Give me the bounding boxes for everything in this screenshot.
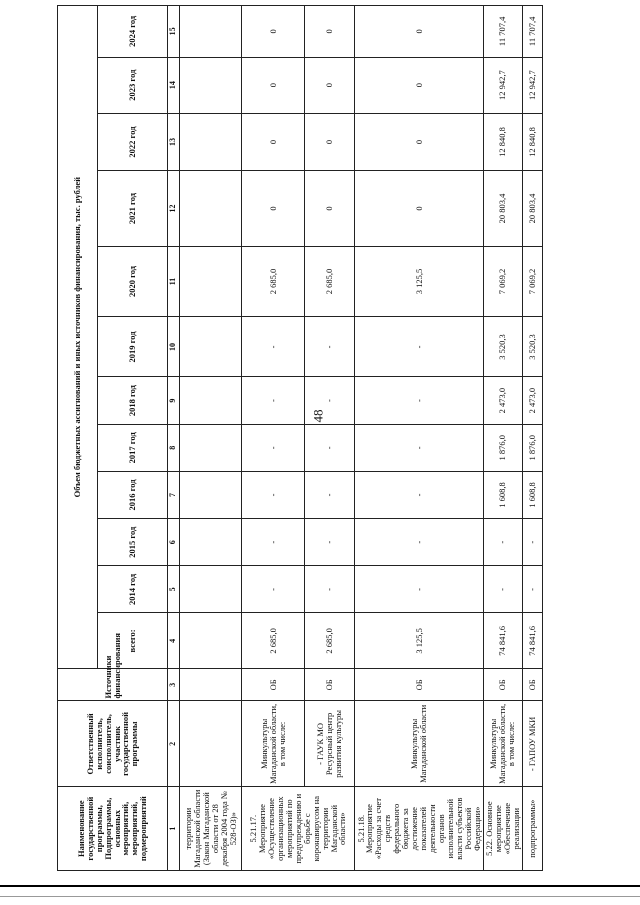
- col-number: 10: [168, 317, 180, 377]
- cell-value: -: [304, 424, 354, 471]
- table-row: [304, 6, 354, 871]
- page-number: 48: [310, 409, 326, 423]
- cell-value: [180, 57, 242, 113]
- cell-value: [180, 471, 242, 518]
- cell-value: -: [483, 519, 522, 566]
- col-number: 11: [168, 246, 180, 317]
- header-year: 2015 год: [98, 519, 168, 566]
- cell-value: 12 840,8: [522, 113, 542, 171]
- cell-value: 0: [355, 171, 484, 246]
- col-number: 12: [168, 171, 180, 246]
- table-row: [355, 6, 484, 871]
- col-number: 1: [168, 787, 180, 871]
- header-responsible: Ответственный исполнитель, соисполнитель, участник государственной программы: [58, 701, 168, 787]
- cell-value: 2 685,0: [304, 246, 354, 317]
- cell-value: [180, 113, 242, 171]
- col-number: 3: [168, 669, 180, 701]
- cell-value: 0: [355, 113, 484, 171]
- cell-value: 7 069,2: [522, 246, 542, 317]
- cell-value: 0: [304, 6, 354, 58]
- header-year: 2019 год: [98, 317, 168, 377]
- cell-value: [180, 6, 242, 58]
- col-number: 4: [168, 613, 180, 669]
- cell-value: 2 473,0: [483, 377, 522, 424]
- cell-value: -: [522, 519, 542, 566]
- cell-value: 0: [355, 57, 484, 113]
- header-source: Источники финансирования: [58, 669, 168, 701]
- row-source: ОБ: [522, 669, 542, 701]
- cell-value: 1 876,0: [483, 424, 522, 471]
- header-year: 2016 год: [98, 471, 168, 518]
- cell-value: [180, 377, 242, 424]
- cell-value: 11 707,4: [522, 6, 542, 58]
- cell-value: 0: [304, 113, 354, 171]
- cell-value: -: [242, 471, 304, 518]
- cell-value: 3 125,5: [355, 246, 484, 317]
- cell-value: 0: [242, 171, 304, 246]
- row-responsible: [180, 701, 242, 787]
- cell-value: -: [355, 471, 484, 518]
- row-name: 5.22. Основное мероприятие «Обеспечение реализации: [483, 787, 522, 871]
- cell-value: 11 707,4: [483, 6, 522, 58]
- row-total: 74 841,6: [483, 613, 522, 669]
- cell-value: 0: [304, 57, 354, 113]
- rotated-table: [57, 5, 543, 871]
- header-year: 2022 год: [98, 113, 168, 171]
- header-name: Наименование государственной программы, Подпрограммы, основных мероприятий, мероприятий, подмероприятий: [58, 787, 168, 871]
- cell-value: 1 876,0: [522, 424, 542, 471]
- cell-value: -: [242, 317, 304, 377]
- bottom-divider-thin: [0, 896, 640, 897]
- cell-value: 12 942,7: [522, 57, 542, 113]
- row-responsible: Минкультуры Магаданской области, в том числе:: [242, 701, 304, 787]
- row-source: ОБ: [242, 669, 304, 701]
- col-number: 14: [168, 57, 180, 113]
- row-total: 74 841,6: [522, 613, 542, 669]
- financing-table-container: [57, 5, 543, 871]
- header-year: 2014 год: [98, 566, 168, 613]
- table-row: [483, 6, 522, 871]
- cell-value: 0: [242, 6, 304, 58]
- row-responsible: Минкультуры Магаданской области: [355, 701, 484, 787]
- bottom-divider: [0, 885, 640, 887]
- cell-value: 20 803,4: [483, 171, 522, 246]
- cell-value: -: [242, 424, 304, 471]
- cell-value: 0: [242, 57, 304, 113]
- cell-value: 3 520,3: [483, 317, 522, 377]
- header-year: 2023 год: [98, 57, 168, 113]
- cell-value: 0: [355, 6, 484, 58]
- row-source: ОБ: [355, 669, 484, 701]
- cell-value: 20 803,4: [522, 171, 542, 246]
- cell-value: -: [242, 377, 304, 424]
- cell-value: -: [355, 566, 484, 613]
- cell-value: 2 473,0: [522, 377, 542, 424]
- cell-value: 1 608,8: [483, 471, 522, 518]
- financing-table: [57, 5, 543, 871]
- row-name: 5.21.18. Мероприятие «Расходы за счет средств федерального бюджета за достижение показателей деятельности органов исполнительной власти субъектов Российской Федерации»: [355, 787, 484, 871]
- cell-value: -: [355, 377, 484, 424]
- cell-value: -: [242, 566, 304, 613]
- header-year: 2018 год: [98, 377, 168, 424]
- col-number: 9: [168, 377, 180, 424]
- row-name: подпрограммы»: [522, 787, 542, 871]
- cell-value: [180, 171, 242, 246]
- cell-value: [180, 246, 242, 317]
- row-total: 3 125,5: [355, 613, 484, 669]
- cell-value: 0: [304, 171, 354, 246]
- table-row: [180, 6, 242, 871]
- col-number: 15: [168, 6, 180, 58]
- cell-value: [180, 566, 242, 613]
- cell-value: 3 520,3: [522, 317, 542, 377]
- header-year: 2020 год: [98, 246, 168, 317]
- cell-value: -: [355, 317, 484, 377]
- cell-value: -: [242, 519, 304, 566]
- cell-value: -: [304, 317, 354, 377]
- cell-value: -: [522, 566, 542, 613]
- cell-value: -: [304, 519, 354, 566]
- row-source: ОБ: [483, 669, 522, 701]
- row-name: 5.21.17. Мероприятие «Осуществление организационных мероприятий по предупреждению и борьбе с коронавирусом на территории Магаданской области»: [242, 787, 355, 871]
- header-year: 2024 год: [98, 6, 168, 58]
- row-name: территории Магаданской области (Закон Магаданской области от 28 декабря 2004 года № 528-ОЗ)»: [180, 787, 242, 871]
- cell-value: -: [355, 424, 484, 471]
- header-year: 2017 год: [98, 424, 168, 471]
- cell-value: -: [304, 377, 354, 424]
- cell-value: -: [304, 566, 354, 613]
- cell-value: 12 942,7: [483, 57, 522, 113]
- col-number: 7: [168, 471, 180, 518]
- col-number: 5: [168, 566, 180, 613]
- row-total: [180, 613, 242, 669]
- col-number: 2: [168, 701, 180, 787]
- cell-value: 2 685,0: [242, 246, 304, 317]
- cell-value: 7 069,2: [483, 246, 522, 317]
- table-row: [522, 6, 542, 871]
- cell-value: 12 840,8: [483, 113, 522, 171]
- row-total: 2 685,0: [304, 613, 354, 669]
- table-row: [242, 6, 304, 871]
- cell-value: [180, 424, 242, 471]
- row-source: ОБ: [304, 669, 354, 701]
- cell-value: -: [304, 471, 354, 518]
- row-responsible: Минкультуры Магаданской области, в том числе:: [483, 701, 522, 787]
- col-number: 13: [168, 113, 180, 171]
- row-responsible: - ГАУК МО Ресурсный центр развития культуры: [304, 701, 354, 787]
- header-funding: Объем бюджетных ассигнований и иных источников финансирования, тыс. рублей: [58, 6, 98, 669]
- row-source: [180, 669, 242, 701]
- cell-value: 1 608,8: [522, 471, 542, 518]
- header-total: всего:: [98, 613, 168, 669]
- row-total: 2 685,0: [242, 613, 304, 669]
- cell-value: -: [483, 566, 522, 613]
- row-responsible: - ГАПОУ МКИ: [522, 701, 542, 787]
- cell-value: [180, 317, 242, 377]
- cell-value: -: [355, 519, 484, 566]
- header-year: 2021 год: [98, 171, 168, 246]
- col-number: 6: [168, 519, 180, 566]
- cell-value: [180, 519, 242, 566]
- col-number: 8: [168, 424, 180, 471]
- cell-value: 0: [242, 113, 304, 171]
